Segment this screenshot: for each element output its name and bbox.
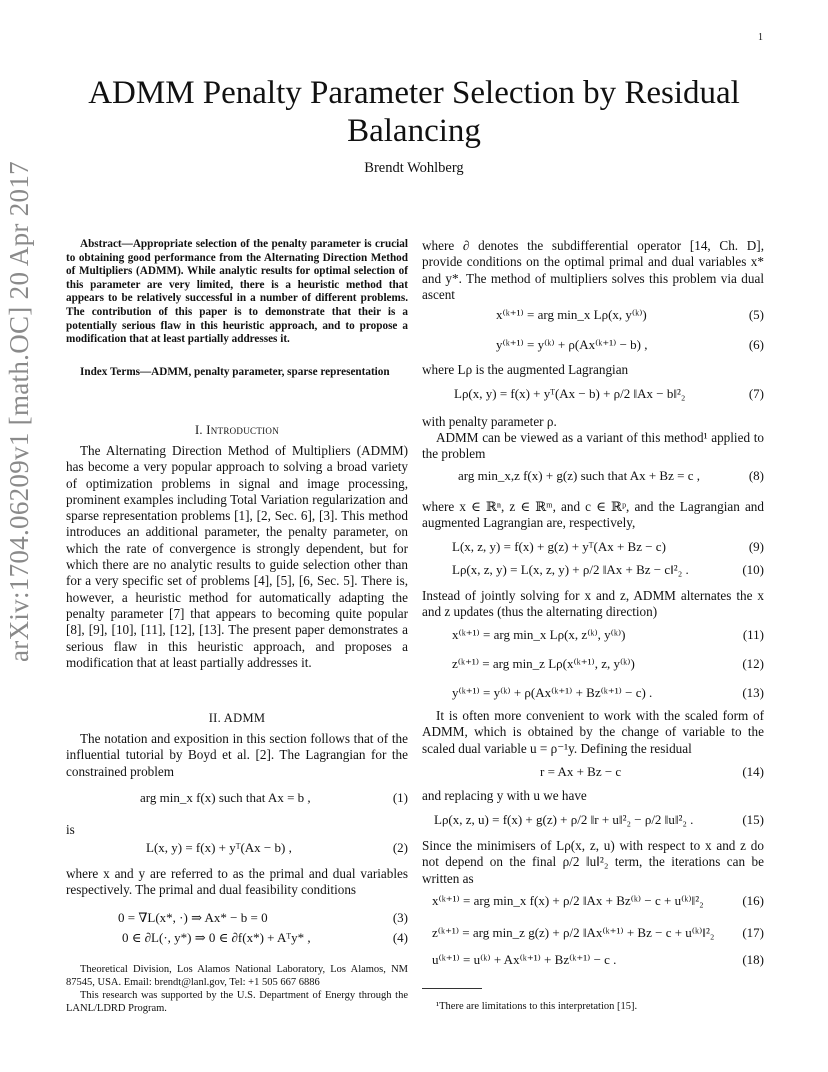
equation-16: [422, 893, 764, 915]
equation-1: [66, 790, 408, 812]
equation-5: [422, 307, 764, 329]
equation-5-number: (5): [748, 307, 764, 322]
footnote: ¹There are limitations to this interpretation [15].: [436, 1001, 638, 1012]
affiliation-footnote: [66, 963, 408, 1015]
equation-16-number: (16): [742, 893, 764, 908]
right-paragraph-6: Instead of jointly solving for x and z, ADMM alternates the x and z updates (thus the alternating direction): [422, 588, 764, 620]
equation-4: [66, 930, 408, 952]
equation-7-body: Lρ(x, y) = f(x) + yᵀ(Ax − b) + ρ/2 ‖Ax − b‖²₂: [454, 386, 686, 401]
right-para4-text: [422, 430, 764, 463]
equation-8: [422, 468, 764, 490]
equation-6-body: y⁽ᵏ⁺¹⁾ = y⁽ᵏ⁾ + ρ(Ax⁽ᵏ⁺¹⁾ − b) ,: [496, 337, 648, 352]
right-paragraph-7: It is often more convenient to work with the scaled form of ADMM, which is obtained by the change of variable to the scaled dual variable u = ρ⁻¹y. Defining the residual: [422, 708, 764, 756]
equation-11-body: x⁽ᵏ⁺¹⁾ = arg min_x Lρ(x, z⁽ᵏ⁾, y⁽ᵏ⁾): [452, 627, 626, 642]
admm-paragraph: The notation and exposition in this section follows that of the influential tutorial by Boyd et al. [2]. The Lagrangian for the constrained problem: [66, 731, 408, 779]
equation-9: [422, 539, 764, 561]
introduction-paragraph: The Alternating Direction Method of Multipliers (ADMM) has become a very popular approach to solving a broad variety of optimization problems in signal and image processing, prominent examples including Total Variation regularization and sparse representation problems [1], [2, Sec. 6], [3]. This method introduces an additional parameter, the penalty parameter, on which the rate of convergence is strongly dependent, but for which there are no analytic results to guide selection other than for a very specific set of problems [4], [5], [6, Sec. 5]. There is, however, a heuristic method for automatically adapting the penalty parameter [7] that appears to becoming quite popular [8], [9], [10], [11], [12], [13]. The present paper demonstrates a serious flaw in this heuristic approach, and proposes a modification that at least partially addresses it.: [66, 443, 408, 670]
equation-16-body: x⁽ᵏ⁺¹⁾ = arg min_x f(x) + ρ/2 ‖Ax + Bz⁽ᵏ⁾ − c + u⁽ᵏ⁾‖²₂: [432, 893, 704, 908]
equation-13-number: (13): [742, 685, 764, 700]
equation-14-body: r = Ax + Bz − c: [540, 764, 622, 779]
index-terms: Index Terms—ADMM, penalty parameter, sparse representation: [80, 366, 390, 378]
equation-2-number: (2): [392, 840, 408, 855]
introduction-text: [66, 443, 408, 671]
right-para7-text: [422, 708, 764, 757]
equation-12: [422, 656, 764, 678]
equation-1-body: arg min_x f(x) such that Ax = b ,: [140, 790, 311, 805]
equation-13-body: y⁽ᵏ⁺¹⁾ = y⁽ᵏ⁾ + ρ(Ax⁽ᵏ⁺¹⁾ + Bz⁽ᵏ⁺¹⁾ − c) .: [452, 685, 653, 700]
equation-10-number: (10): [742, 562, 764, 577]
equation-4-body: 0 ∈ ∂L(·, y*) ⇒ 0 ∈ ∂f(x*) + Aᵀy* ,: [122, 930, 311, 945]
right-paragraph-2: where Lρ is the augmented Lagrangian: [422, 362, 629, 377]
equation-17: [422, 925, 764, 947]
abstract: Abstract—Appropriate selection of the penalty parameter is crucial to obtaining good performance from the Alternating Direction Method of Multipliers (ADMM). While analytic results for optimal selection of this parameter are very limited, there is a heuristic method that appears to be relatively successful in a number of different problems. The contribution of this paper is to demonstrate that their is a potentially serious flaw in this heuristic approach, and to propose a modification that at least partially addresses it.: [66, 238, 408, 346]
right-paragraph-3: with penalty parameter ρ.: [422, 414, 557, 429]
footnote-rule: [422, 988, 482, 989]
right-para8-text: [422, 788, 764, 804]
footnote-block: [422, 1000, 764, 1013]
author-name: Brendt Wohlberg: [364, 160, 464, 176]
equation-7-number: (7): [748, 386, 764, 401]
right-para9-text: [422, 838, 764, 887]
equation-12-body: z⁽ᵏ⁺¹⁾ = arg min_z Lρ(x⁽ᵏ⁺¹⁾, z, y⁽ᵏ⁾): [452, 656, 635, 671]
right-para1-text: [422, 238, 764, 303]
equation-14: [422, 764, 764, 786]
equation-11: [422, 627, 764, 649]
index-terms-block: [66, 366, 408, 380]
right-para5-text: [422, 499, 764, 532]
equation-15-body: Lρ(x, z, u) = f(x) + g(z) + ρ/2 ‖r + u‖²₂ − ρ/2 ‖u‖²₂ .: [434, 812, 694, 827]
equation-5-body: x⁽ᵏ⁺¹⁾ = arg min_x Lρ(x, y⁽ᵏ⁾): [496, 307, 647, 322]
equation-13: [422, 685, 764, 707]
equation-6: [422, 337, 764, 359]
equation-9-number: (9): [748, 539, 764, 554]
right-paragraph-8: and replacing y with u we have: [422, 788, 587, 803]
page-number: 1: [758, 32, 763, 43]
equation-14-number: (14): [742, 764, 764, 779]
equation-11-number: (11): [742, 627, 764, 642]
equation-15: [422, 812, 764, 834]
equation-3: [66, 910, 408, 932]
affiliation: Theoretical Division, Los Alamos National Laboratory, Los Alamos, NM 87545, USA. Email: brendt@lanl.gov, Tel: +1 505 667 6886: [66, 964, 408, 988]
right-para3-text: [422, 414, 764, 430]
right-paragraph-4: ADMM can be viewed as a variant of this method¹ applied to the problem: [422, 430, 764, 462]
equation-6-number: (6): [748, 337, 764, 352]
left-para2-text: [66, 866, 408, 899]
equation-18: [422, 952, 764, 974]
right-paragraph-9: Since the minimisers of Lρ(x, z, u) with respect to x and z do not depend on the final ρ/2 ‖u‖²₂ term, the iterations can be written as: [422, 838, 764, 886]
equation-10-body: Lρ(x, z, y) = L(x, z, y) + ρ/2 ‖Ax + Bz − c‖²₂ .: [452, 562, 689, 577]
funding: This research was supported by the U.S. Department of Energy through the LANL/LDRD Program.: [66, 990, 408, 1014]
admm-text: [66, 731, 408, 780]
equation-2-body: L(x, y) = f(x) + yᵀ(Ax − b) ,: [146, 840, 292, 855]
equation-4-number: (4): [392, 930, 408, 945]
right-paragraph-5: where x ∈ ℝⁿ, z ∈ ℝᵐ, and c ∈ ℝᵖ, and the Lagrangian and augmented Lagrangian are, respectively,: [422, 499, 764, 531]
abstract-block: [66, 238, 408, 347]
equation-8-number: (8): [748, 468, 764, 483]
equation-9-body: L(x, z, y) = f(x) + g(z) + yᵀ(Ax + Bz − c): [452, 539, 666, 554]
section-introduction-heading: I. Introduction: [194, 423, 280, 437]
equation-10: [422, 562, 764, 584]
arxiv-stamp-text: arXiv:1704.06209v1 [math.OC] 20 Apr 2017: [4, 161, 34, 662]
equation-1-number: (1): [392, 790, 408, 805]
equation-3-number: (3): [392, 910, 408, 925]
equation-18-number: (18): [742, 952, 764, 967]
right-para6-text: [422, 588, 764, 621]
section-admm-heading: II. ADMM: [208, 711, 266, 725]
paper-title: ADMM Penalty Parameter Selection by Residual Balancing: [88, 75, 740, 149]
equation-2: [66, 840, 408, 862]
equation-12-number: (12): [742, 656, 764, 671]
left-paragraph-2: where x and y are referred to as the primal and dual variables respectively. The primal and dual feasibility conditions: [66, 866, 408, 898]
right-para2-text: [422, 362, 764, 378]
equation-3-body: 0 = ∇L(x*, ·) ⇒ Ax* − b = 0: [118, 910, 268, 925]
equation-15-number: (15): [742, 812, 764, 827]
left-is-text: is: [66, 822, 75, 837]
equation-18-body: u⁽ᵏ⁺¹⁾ = u⁽ᵏ⁾ + Ax⁽ᵏ⁺¹⁾ + Bz⁽ᵏ⁺¹⁾ − c .: [432, 952, 617, 967]
equation-7: [422, 386, 764, 408]
right-paragraph-1: where ∂ denotes the subdifferential operator [14, Ch. D], provide conditions on the optimal primal and dual variables x* and y*. The method of multipliers solves this problem via dual ascent: [422, 238, 764, 302]
equation-17-body: z⁽ᵏ⁺¹⁾ = arg min_z g(z) + ρ/2 ‖Ax⁽ᵏ⁺¹⁾ + Bz − c + u⁽ᵏ⁾‖²₂: [432, 925, 715, 940]
equation-17-number: (17): [742, 925, 764, 940]
equation-8-body: arg min_x,z f(x) + g(z) such that Ax + Bz = c ,: [458, 468, 700, 483]
